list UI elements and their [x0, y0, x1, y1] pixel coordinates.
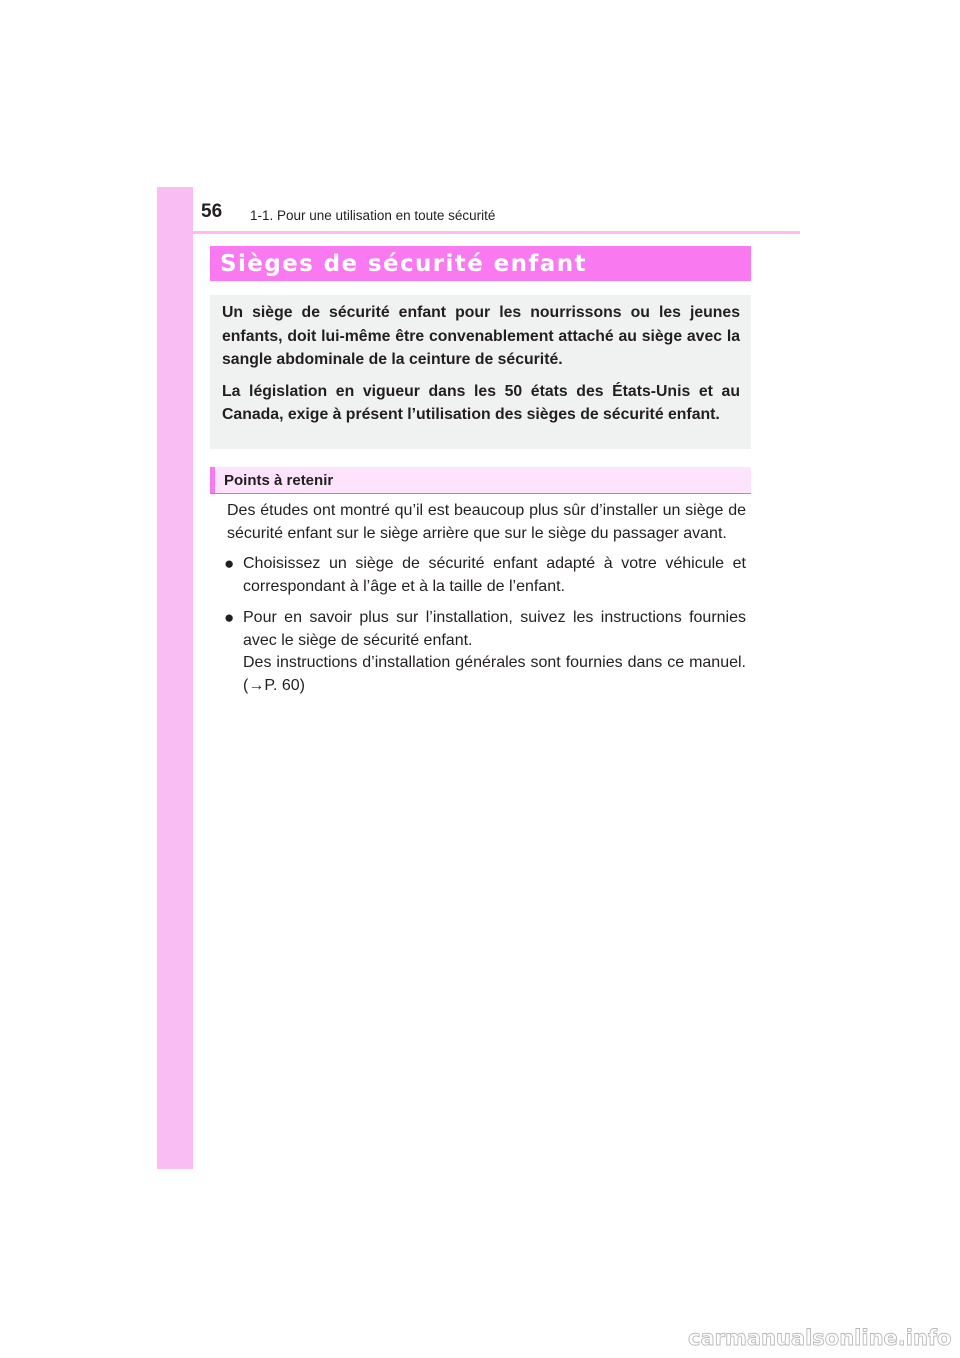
intro-paragraph: Un siège de sécurité enfant pour les nourrissons ou les jeunes enfants, doit lui-même être convenablement attaché au siège avec la sangle abdominale de la ceinture de sécurité. [222, 304, 740, 368]
watermark-logo [688, 1322, 958, 1352]
bullet-text: Choisissez un siège de sécurité enfant adapté à votre véhicule et correspondant à l’âge et à la taille de l’enfant. [243, 555, 746, 596]
intro-paragraph: La législation en vigueur dans les 50 états des États-Unis et au Canada, exige à présent l’utilisation des sièges de sécurité enfant. [222, 382, 740, 423]
bullet-text: Pour en savoir plus sur l’installation, suivez les instructions fournies avec le siège de sécurité enfant. [243, 608, 746, 649]
points-heading: Points à retenir [224, 472, 334, 489]
points-body [224, 500, 746, 698]
section-reference: 1-1. Pour une utilisation en toute sécurité [250, 208, 496, 223]
side-color-bar [157, 187, 193, 1169]
bullet-item [224, 553, 746, 598]
page-number: 56 [201, 201, 223, 222]
bullet-continuation: Des instructions d’installation générales sont fournies dans ce manuel. (→P. 60) [243, 654, 746, 694]
header-divider [157, 231, 800, 234]
section-title: Sièges de sécurité enfant [220, 251, 587, 277]
bullet-icon: ● [224, 607, 235, 627]
bullet-icon: ● [224, 554, 235, 574]
section-title-band [210, 246, 751, 281]
svg-text:carmanualsonline.info: carmanualsonline.info [688, 1326, 952, 1350]
body-paragraph: Des études ont montré qu’il est beaucoup plus sûr d’installer un siège de sécurité enfant sur le siège arrière que sur le siège du passager avant. [227, 502, 746, 542]
heading-accent [210, 467, 215, 493]
bullet-item [224, 607, 746, 698]
points-heading-bar [210, 467, 751, 494]
intro-box [210, 295, 751, 449]
